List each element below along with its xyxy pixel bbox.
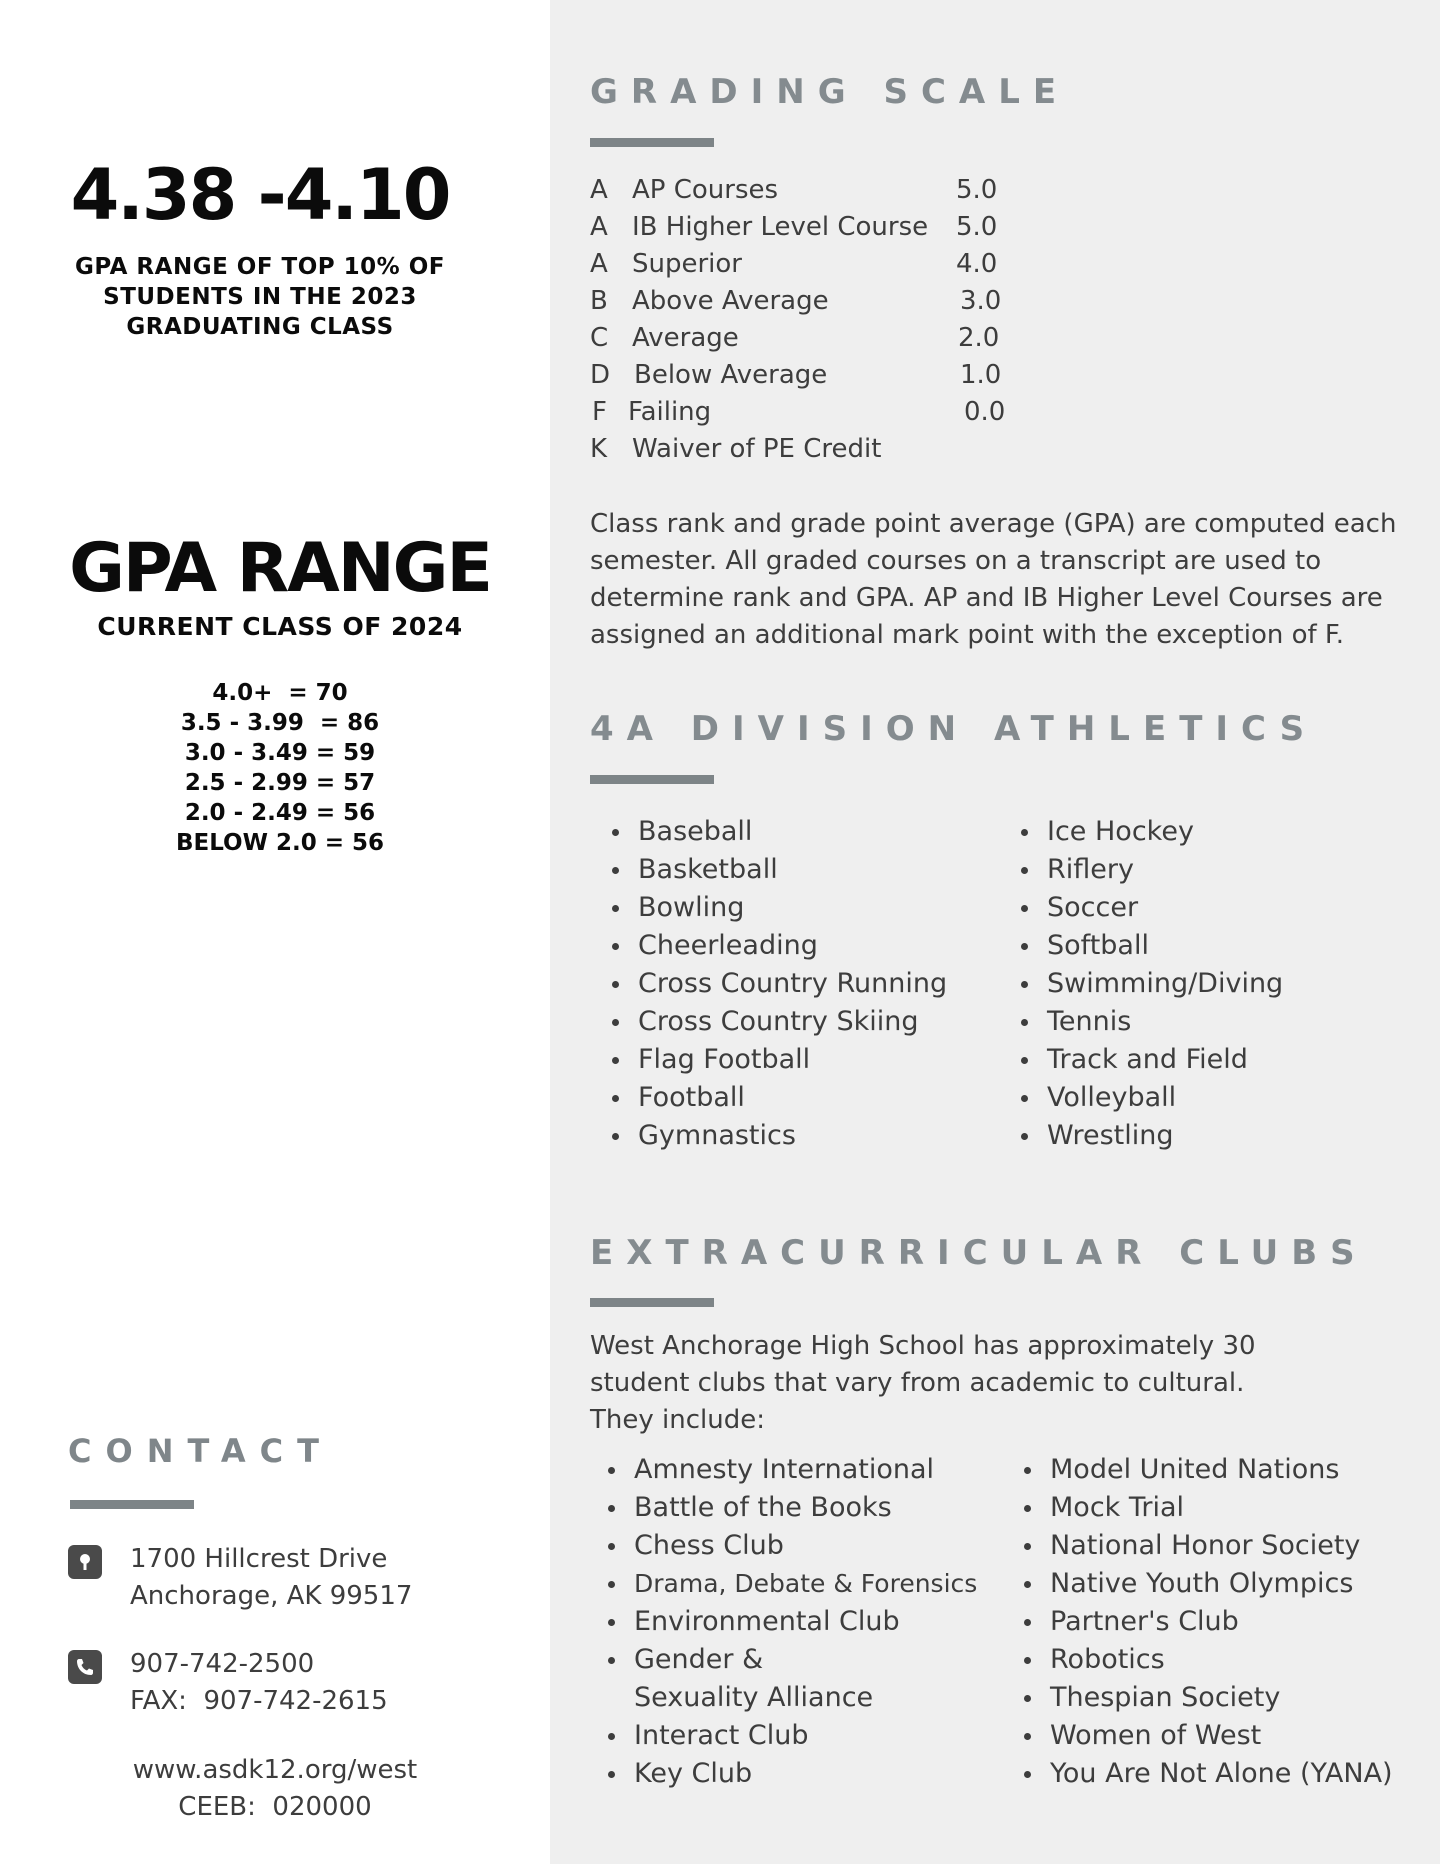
grading-scale-table — [590, 172, 1090, 472]
grade-letter: B — [590, 286, 608, 316]
athletics-heading: 4A DIVISION ATHLETICS — [590, 709, 1318, 749]
grading-scale-heading: GRADING SCALE — [590, 72, 1070, 112]
ceeb-code: CEEB: 020000 — [178, 1792, 372, 1822]
grading-scale-row — [590, 283, 1090, 320]
grade-label: Average — [632, 323, 739, 353]
list-item: Women of West — [1024, 1717, 1424, 1755]
list-item: Track and Field — [1021, 1041, 1411, 1079]
grade-letter: A — [590, 212, 608, 242]
list-item: Flag Football — [612, 1041, 1002, 1079]
clubs-intro: West Anchorage High School has approximately 30 student clubs that vary from academic to cultural. They include: — [590, 1331, 1256, 1435]
caption-line: GRADUATING CLASS — [126, 314, 394, 340]
grading-scale-row — [590, 394, 1090, 431]
list-item: Bowling — [612, 889, 1002, 927]
location-pin-icon — [68, 1545, 102, 1579]
gpa-range-title: GPA RANGE — [69, 529, 491, 608]
list-item: Gender & Sexuality Alliance — [608, 1641, 894, 1717]
grading-scale-row — [590, 320, 1090, 357]
clubs-list-left — [608, 1451, 1008, 1793]
gpa-range-row: 3.0 - 3.49 = 59 — [184, 740, 376, 766]
list-item: Native Youth Olympics — [1024, 1565, 1424, 1603]
grade-label: Superior — [632, 249, 742, 279]
fax-number: FAX: 907-742-2615 — [130, 1686, 388, 1716]
grade-points: 5.0 — [956, 175, 998, 205]
grading-scale-row — [590, 172, 1090, 209]
grade-label: Waiver of PE Credit — [632, 434, 882, 464]
grading-scale-row — [590, 357, 1090, 394]
top-gpa-range: 4.38 -4.10 — [70, 154, 450, 236]
grade-label: IB Higher Level Course — [632, 212, 929, 242]
grading-scale-divider — [590, 138, 714, 147]
list-item: Interact Club — [608, 1717, 1008, 1755]
athletics-list-left — [612, 813, 1002, 1155]
list-item: Ice Hockey — [1021, 813, 1411, 851]
list-item: Chess Club — [608, 1527, 1008, 1565]
grade-points: 0.0 — [964, 397, 1006, 427]
grade-points: 4.0 — [956, 249, 998, 279]
gpa-range-row: 2.0 - 2.49 = 56 — [184, 800, 376, 826]
grade-label: Failing — [628, 397, 712, 427]
grade-letter: A — [590, 249, 608, 279]
list-item: Swimming/Diving — [1021, 965, 1411, 1003]
list-item: Riflery — [1021, 851, 1411, 889]
grade-points: 5.0 — [956, 212, 998, 242]
list-item: You Are Not Alone (YANA) — [1024, 1755, 1424, 1793]
list-item: Gymnastics — [612, 1117, 1002, 1155]
list-item: Amnesty International — [608, 1451, 1008, 1489]
phone-icon — [68, 1650, 102, 1684]
gpa-range-row: BELOW 2.0 = 56 — [175, 830, 385, 856]
grade-letter: C — [590, 323, 609, 353]
grade-letter: A — [590, 175, 608, 205]
list-item: Soccer — [1021, 889, 1411, 927]
grading-scale-row — [590, 209, 1090, 246]
list-item: Cheerleading — [612, 927, 1002, 965]
list-item: Robotics — [1024, 1641, 1424, 1679]
list-item: Battle of the Books — [608, 1489, 1008, 1527]
grade-label: Above Average — [632, 286, 829, 316]
top-gpa-caption — [40, 252, 480, 342]
grade-points: 3.0 — [960, 286, 1002, 316]
grade-points: 1.0 — [960, 360, 1002, 390]
athletics-list-right — [1021, 813, 1411, 1155]
clubs-heading: EXTRACURRICULAR CLUBS — [590, 1233, 1368, 1273]
web-block — [95, 1752, 455, 1826]
grading-scale-row — [590, 246, 1090, 283]
gpa-range-subtitle: CURRENT CLASS OF 2024 — [97, 612, 463, 641]
clubs-divider — [590, 1298, 714, 1307]
phone-block — [130, 1646, 388, 1720]
clubs-list-right — [1024, 1451, 1424, 1793]
address-line: Anchorage, AK 99517 — [130, 1581, 413, 1611]
address — [130, 1541, 412, 1615]
grading-scale-row — [590, 431, 1090, 468]
gpa-range-list — [90, 678, 470, 858]
list-item: Cross Country Skiing — [612, 1003, 1002, 1041]
grade-letter: F — [592, 397, 607, 427]
gpa-range-row: 3.5 - 3.99 = 86 — [180, 710, 380, 736]
list-item: Baseball — [612, 813, 1002, 851]
list-item: Wrestling — [1021, 1117, 1411, 1155]
gpa-range-row: 4.0+ = 70 — [212, 680, 348, 706]
list-item: National Honor Society — [1024, 1527, 1424, 1565]
contact-heading: CONTACT — [68, 1432, 333, 1470]
list-item: Drama, Debate & Forensics — [608, 1565, 1008, 1603]
list-item: Cross Country Running — [612, 965, 1002, 1003]
gpa-explanation: Class rank and grade point average (GPA) are computed each semester. All graded courses on a transcript are used to determine rank and GPA. AP and IB Higher Level Courses are assigned an additional mark point with the exception of F. — [590, 509, 1397, 650]
list-item: Mock Trial — [1024, 1489, 1424, 1527]
grade-letter: D — [590, 360, 611, 390]
list-item: Football — [612, 1079, 1002, 1117]
gpa-range-row: 2.5 - 2.99 = 57 — [184, 770, 376, 796]
website-link[interactable]: www.asdk12.org/west — [132, 1755, 418, 1785]
list-item: Key Club — [608, 1755, 1008, 1793]
grade-label: Below Average — [634, 360, 828, 390]
list-item: Tennis — [1021, 1003, 1411, 1041]
address-line: 1700 Hillcrest Drive — [130, 1544, 388, 1574]
list-item: Environmental Club — [608, 1603, 1008, 1641]
list-item: Partner's Club — [1024, 1603, 1424, 1641]
grade-label: AP Courses — [632, 175, 779, 205]
list-item: Thespian Society — [1024, 1679, 1424, 1717]
grade-points: 2.0 — [958, 323, 1000, 353]
list-item: Softball — [1021, 927, 1411, 965]
athletics-divider — [590, 775, 714, 784]
caption-line: GPA RANGE OF TOP 10% OF — [75, 254, 445, 280]
grade-letter: K — [590, 434, 608, 464]
list-item: Basketball — [612, 851, 1002, 889]
contact-divider — [70, 1500, 194, 1509]
phone-number: 907-742-2500 — [130, 1649, 315, 1679]
list-item: Volleyball — [1021, 1079, 1411, 1117]
caption-line: STUDENTS IN THE 2023 — [103, 284, 417, 310]
list-item: Model United Nations — [1024, 1451, 1424, 1489]
